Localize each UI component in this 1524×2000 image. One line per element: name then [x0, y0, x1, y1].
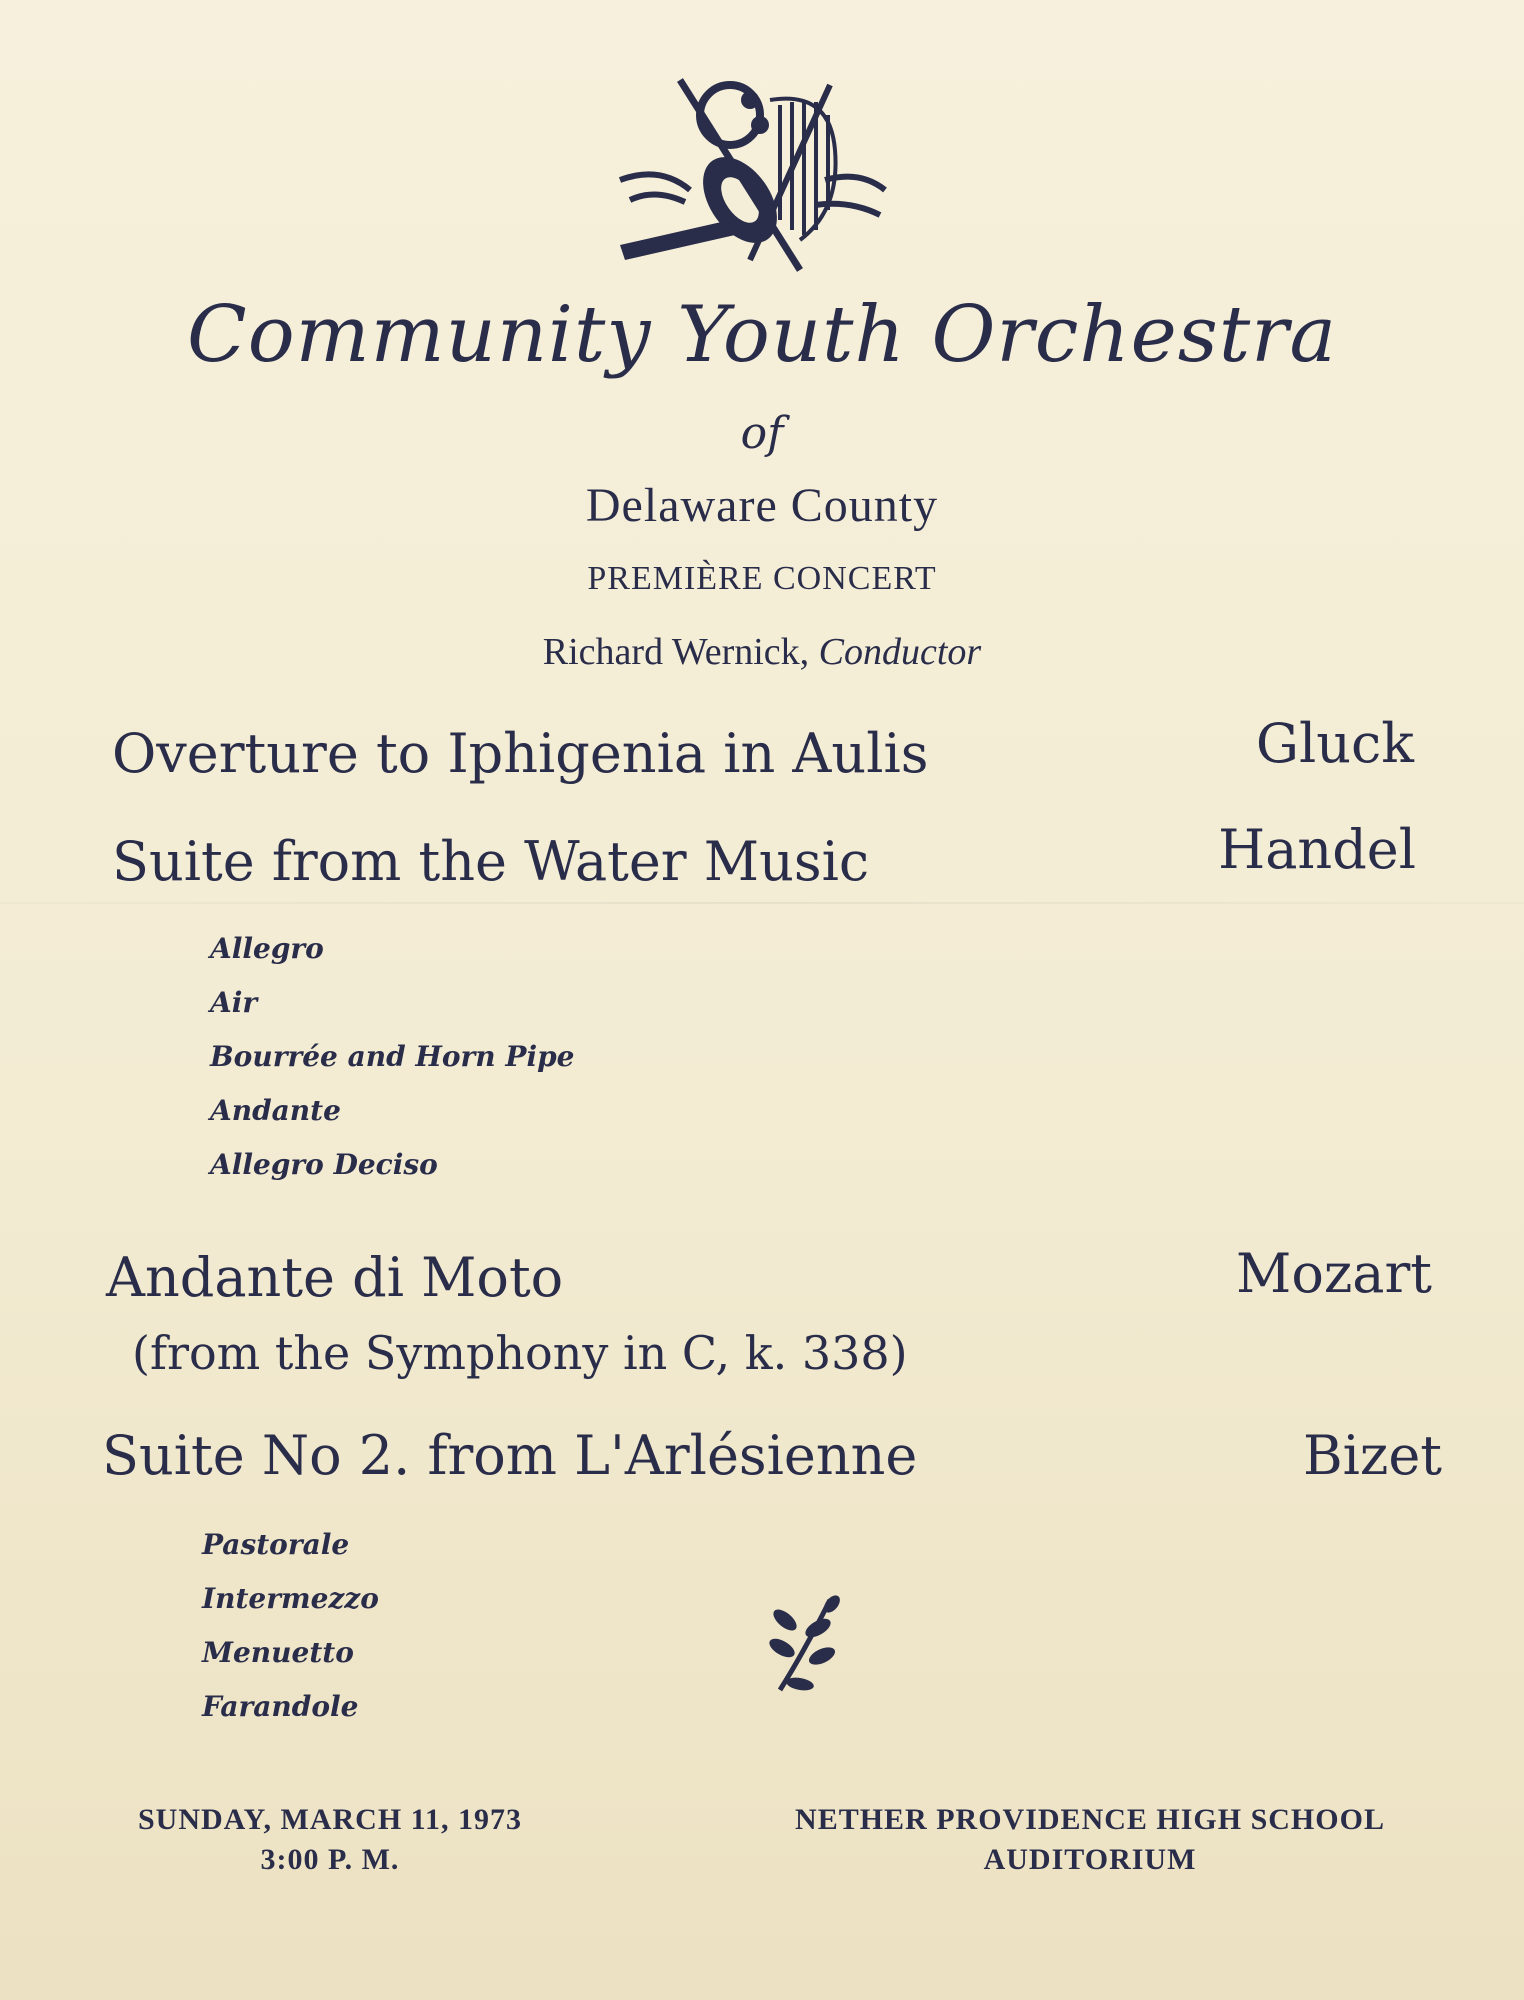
program-composer: Handel	[1218, 818, 1416, 881]
movement-item: Allegro Deciso	[210, 1148, 438, 1181]
conductor-name: Richard Wernick,	[542, 631, 810, 673]
orchestra-title: Community Youth Orchestra	[187, 290, 1337, 380]
concert-subtitle: PREMIÈRE CONCERT	[587, 560, 937, 597]
movement-item: Andante	[210, 1094, 341, 1127]
movement-item: Intermezzo	[202, 1582, 379, 1615]
conductor-line	[0, 630, 1524, 674]
program-work-subtitle: (from the Symphony in C, k. 338)	[132, 1326, 908, 1380]
program-work: Andante di Moto	[106, 1246, 564, 1309]
program-work: Suite No 2. from L'Arlésienne	[102, 1424, 918, 1487]
concert-venue	[700, 1800, 1480, 1880]
movement-item: Farandole	[202, 1690, 359, 1723]
leaf-sprig-icon	[760, 1590, 850, 1700]
venue-room: AUDITORIUM	[983, 1843, 1197, 1876]
movement-list	[202, 1518, 379, 1734]
program-composer: Gluck	[1255, 712, 1414, 775]
program-composer: Mozart	[1236, 1242, 1432, 1305]
movement-item: Menuetto	[202, 1636, 354, 1669]
venue-name: NETHER PROVIDENCE HIGH SCHOOL	[795, 1803, 1385, 1836]
movement-list	[210, 922, 574, 1192]
movement-item: Pastorale	[202, 1528, 350, 1561]
concert-datetime	[90, 1800, 570, 1880]
movement-item: Allegro	[210, 932, 324, 965]
concert-time: 3:00 P. M.	[260, 1843, 400, 1876]
program-composer: Bizet	[1302, 1424, 1442, 1487]
concert-date: SUNDAY, MARCH 11, 1973	[138, 1803, 522, 1836]
program-work: Overture to Iphigenia in Aulis	[112, 722, 929, 785]
conductor-role: Conductor	[818, 631, 982, 673]
program-work: Suite from the Water Music	[112, 830, 870, 893]
music-instruments-emblem	[600, 70, 900, 280]
paper-fold-line	[0, 902, 1524, 904]
title-of: of	[740, 408, 784, 459]
movement-item: Bourrée and Horn Pipe	[210, 1040, 575, 1073]
county-name: Delaware County	[585, 479, 939, 532]
movement-item: Air	[210, 986, 258, 1019]
